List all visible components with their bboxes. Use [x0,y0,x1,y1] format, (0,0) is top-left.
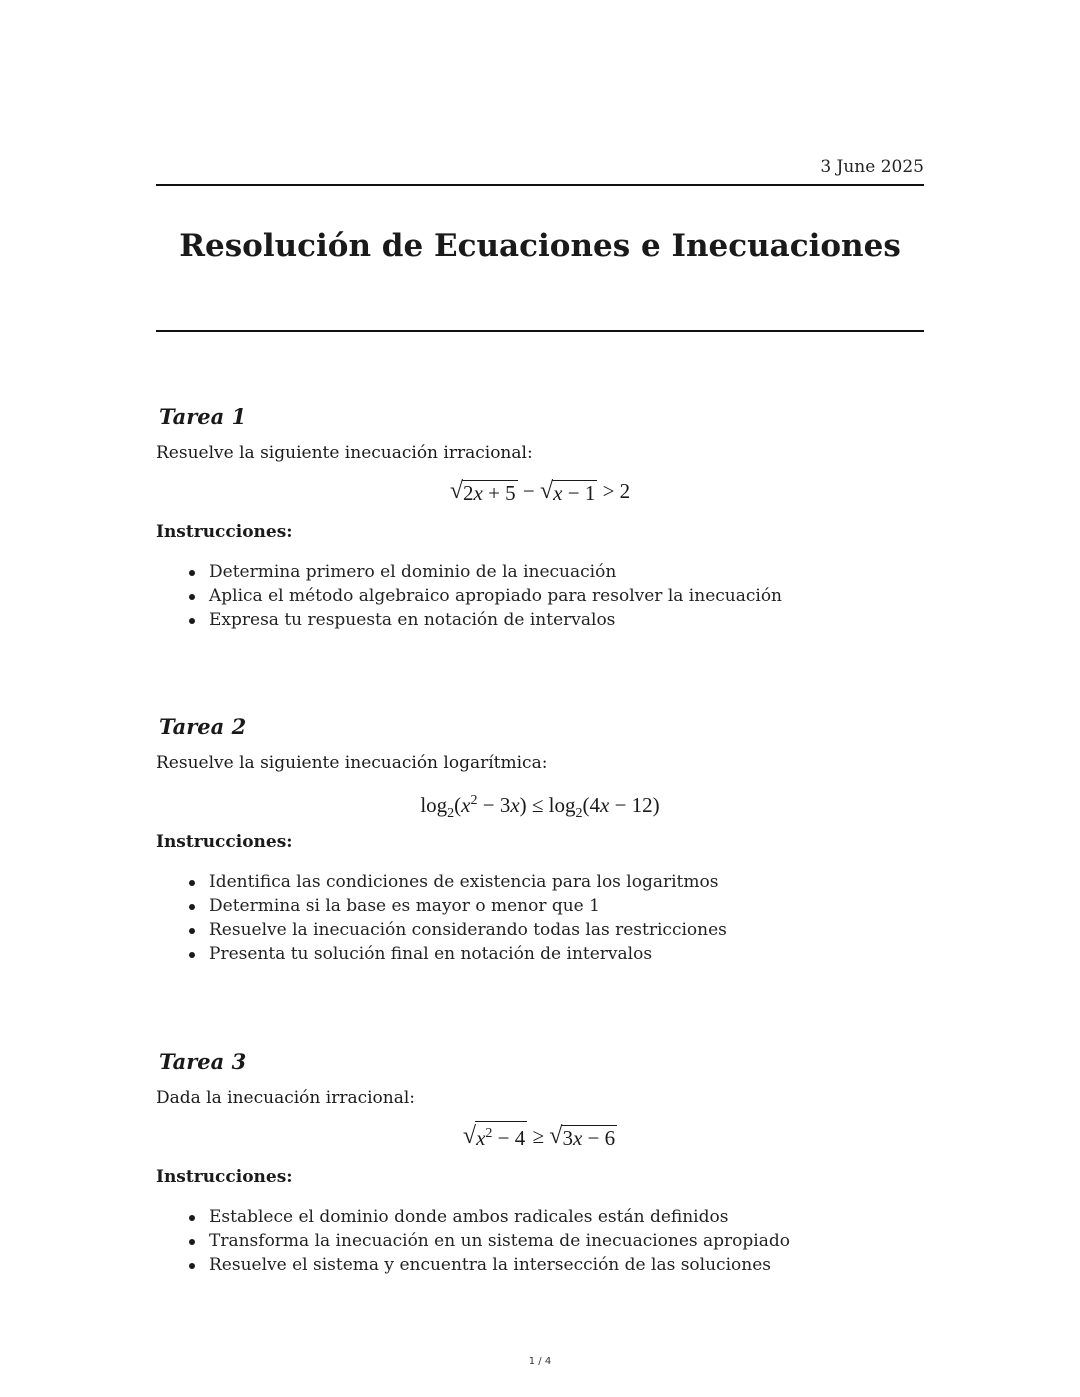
instructions-list [156,1205,924,1277]
task-intro: Resuelve la siguiente inecuación irracional: [156,443,533,463]
list-item: Determina si la base es mayor o menor que 1 [209,894,924,918]
task-1 [156,402,924,632]
list-item: Resuelve el sistema y encuentra la intersección de las soluciones [209,1253,924,1277]
list-item: Aplica el método algebraico apropiado para resolver la inecuación [209,584,924,608]
list-item: Establece el dominio donde ambos radicales están definidos [209,1205,924,1229]
list-item: Presenta tu solución final en notación de intervalos [209,942,924,966]
list-item: Resuelve la inecuación considerando todas las restricciones [209,918,924,942]
task-3 [156,1047,924,1277]
task-intro: Resuelve la siguiente inecuación logarítmica: [156,753,548,773]
page-number: 1 / 4 [528,1356,552,1367]
list-item: Determina primero el dominio de la inecuación [209,560,924,584]
list-item: Transforma la inecuación en un sistema de inecuaciones apropiado [209,1229,924,1253]
instructions-list [156,560,924,632]
page-title: Resolución de Ecuaciones e Inecuaciones [179,228,901,264]
instructions-label: Instrucciones: [156,832,293,852]
list-item: Identifica las condiciones de existencia para los logaritmos [209,870,924,894]
list-item: Expresa tu respuesta en notación de intervalos [209,608,924,632]
task-intro: Dada la inecuación irracional: [156,1088,416,1108]
task-equation: $\log_2(x^2 - 3x) \le \log_2(4x - 12)$ [420,793,660,822]
task-heading: Tarea 3 [159,1049,247,1074]
instructions-label: Instrucciones: [156,1167,293,1187]
task-equation: √ $x^2 - 4$ ≥ √ 3x − 6 [462,1123,616,1150]
task-equation: √ 2x + 5 − √ x − 1 > 2 [449,478,631,505]
header-rule [156,184,924,186]
task-2 [156,712,924,966]
instructions-list [156,870,924,966]
task-heading: Tarea 1 [159,404,247,429]
document-page [156,0,924,1397]
title-rule [156,330,924,332]
header-date: 3 June 2025 [820,157,924,177]
instructions-label: Instrucciones: [156,522,293,542]
task-heading: Tarea 2 [159,714,247,739]
